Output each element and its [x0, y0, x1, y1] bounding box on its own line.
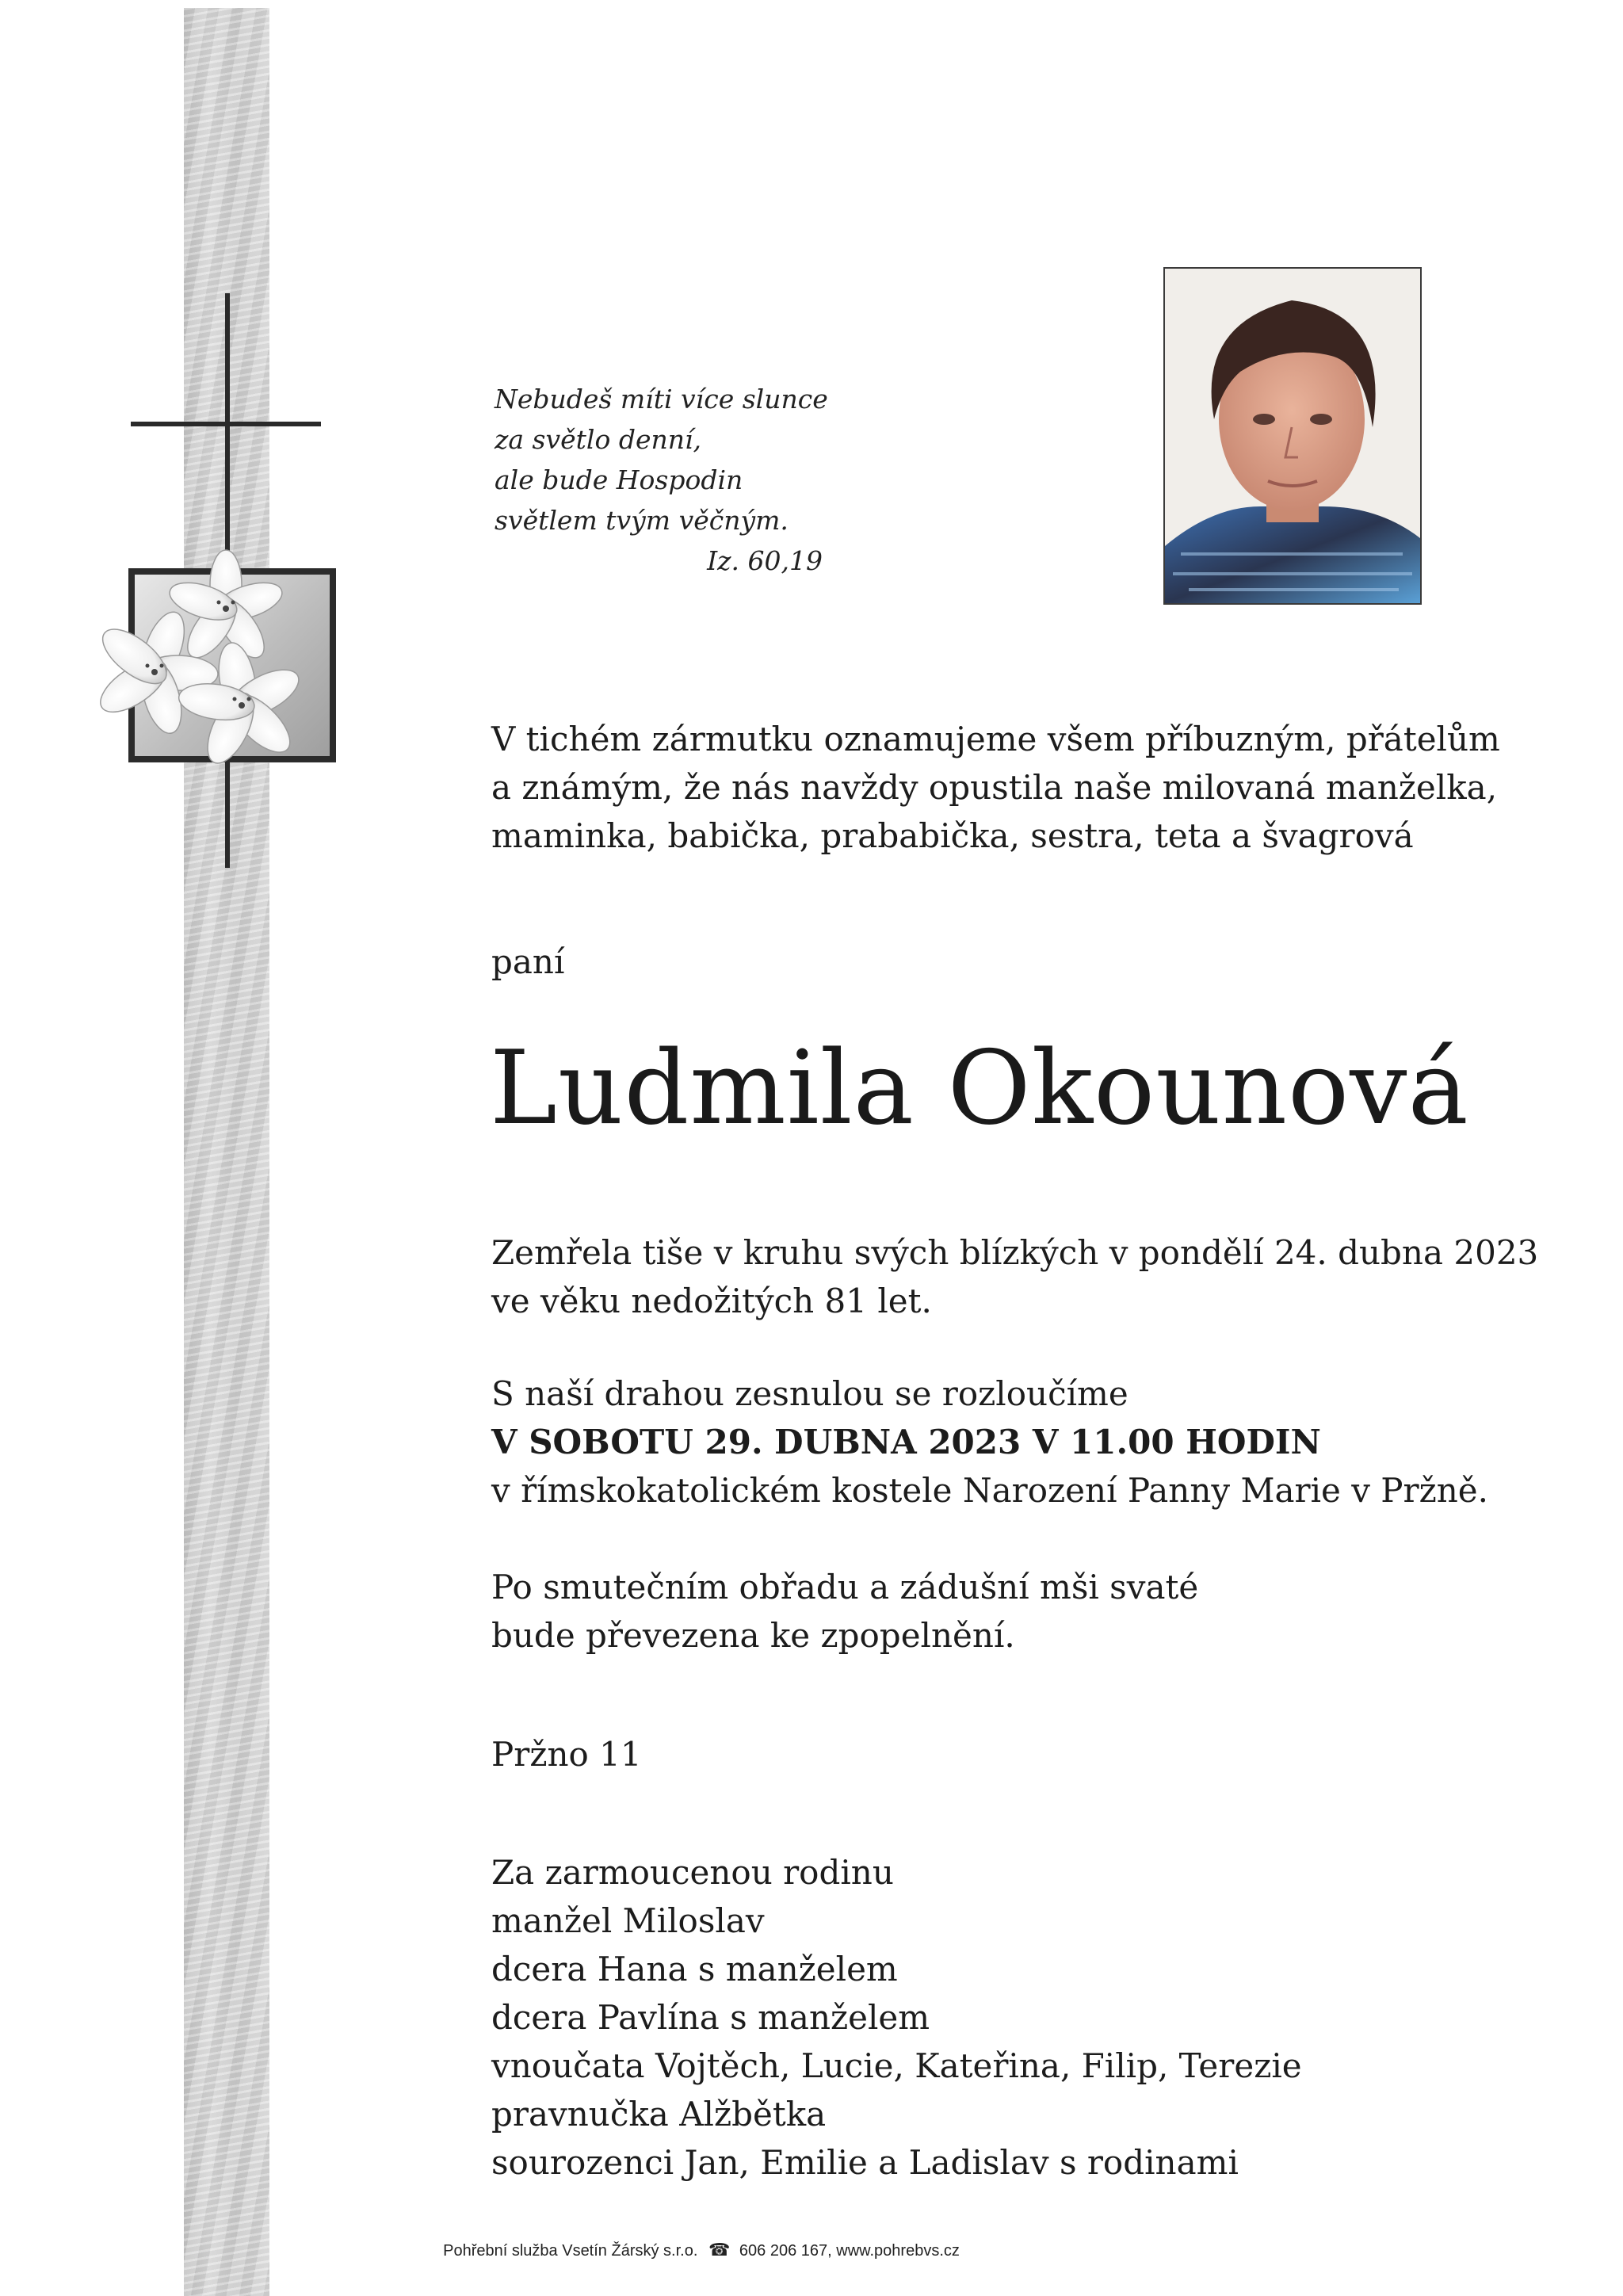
footer-company: Pohřební služba Vsetín Žárský s.r.o.: [443, 2242, 698, 2260]
verse-line: Nebudeš míti více slunce: [495, 384, 828, 415]
death-line: ve věku nedožitých 81 let.: [491, 1282, 932, 1320]
verse-line: ale bude Hospodin: [495, 464, 743, 495]
verse-line: světlem tvým věčným.: [495, 505, 789, 536]
intro-line: maminka, babička, prababička, sestra, teta a švagrová: [491, 816, 1414, 855]
footer: [0, 2240, 1403, 2260]
verse-line: za světlo denní,: [495, 424, 702, 455]
telephone-icon: ☎: [708, 2240, 731, 2260]
footer-contact: 606 206 167, www.pohrebvs.cz: [739, 2242, 960, 2260]
portrait-photo: [1163, 267, 1422, 605]
after-line: bude převezena ke zpopelnění.: [491, 1616, 1015, 1655]
death-line: Zemřela tiše v kruhu svých blízkých v pondělí 24. dubna 2023: [491, 1233, 1539, 1272]
announcement-intro: [491, 715, 1500, 860]
portrait-image-icon: [1165, 269, 1420, 603]
after-ceremony: [491, 1563, 1198, 1660]
family-line: Za zarmoucenou rodinu: [491, 1853, 894, 1892]
ceremony-info: [491, 1370, 1488, 1515]
family-list: [491, 1848, 1302, 2187]
family-line: dcera Hana s manželem: [491, 1950, 898, 1988]
death-notice: [491, 1228, 1538, 1325]
lily-flowers-icon: [79, 547, 333, 800]
family-line: pravnučka Alžbětka: [491, 2095, 827, 2134]
family-line: manžel Miloslav: [491, 1901, 765, 1940]
verse-reference: Iz. 60,19: [707, 545, 823, 576]
bible-verse: [495, 379, 827, 581]
family-line: sourozenci Jan, Emilie a Ladislav s rodinami: [491, 2143, 1239, 2182]
ceremony-date-time: V SOBOTU 29. DUBNA 2023 V 11.00 HODIN: [491, 1423, 1321, 1461]
deceased-name: Ludmila Okounová: [490, 1030, 1469, 1148]
ceremony-intro: S naší drahou zesnulou se rozloučíme: [491, 1374, 1128, 1413]
family-line: vnoučata Vojtěch, Lucie, Kateřina, Filip, Terezie: [491, 2046, 1302, 2085]
address: Pržno 11: [491, 1735, 642, 1774]
family-line: dcera Pavlína s manželem: [491, 1998, 930, 2037]
salutation: paní: [491, 942, 565, 981]
after-line: Po smutečním obřadu a zádušní mši svaté: [491, 1568, 1199, 1606]
intro-line: V tichém zármutku oznamujeme všem příbuzným, přátelům: [491, 720, 1500, 758]
intro-line: a známým, že nás navždy opustila naše milovaná manželka,: [491, 768, 1498, 807]
ceremony-place: v římskokatolickém kostele Narození Panny Marie v Pržně.: [491, 1471, 1489, 1510]
cross-horizontal-bar: [131, 422, 321, 426]
